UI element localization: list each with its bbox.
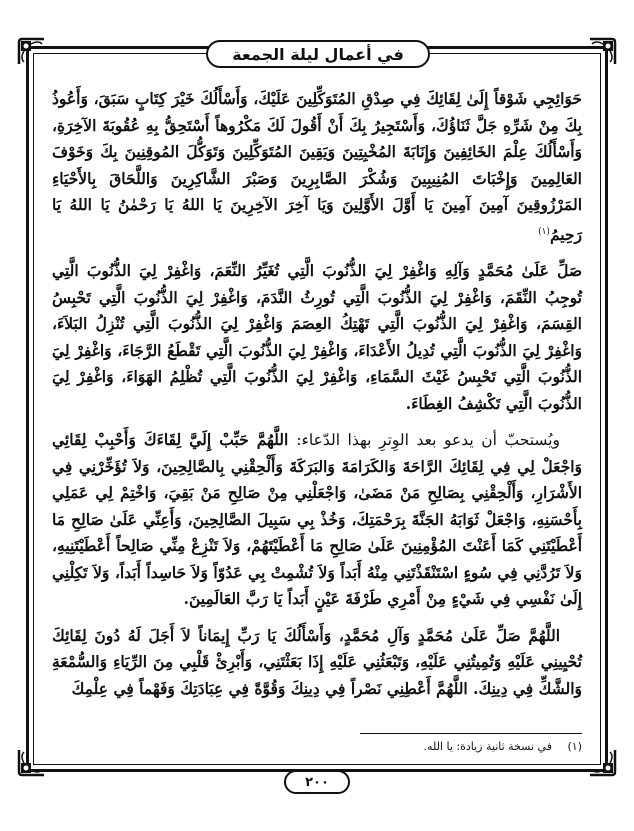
prayer-paragraph bbox=[52, 623, 582, 703]
prayer-paragraph bbox=[52, 258, 582, 417]
paragraph-text: اللَّهُمَّ حَبِّبْ إِلَيَّ لِقَاءَكَ وَأَحْبِبْ لِقَائِي وَاجْعَلْ لِي فِي لِقَائِكَ الرَّاحَةَ وَالكَرَامَةَ وَالبَرَكَةَ وَأَلْحِقْنِي بِالصَّالِحِينَ، وَلاَ تُؤَخِّرْنِي فِي الأَشْرَارِ، وَأَلْحِقْنِي بِصَالِحِ مَنْ مَضَىٰ، وَاجْعَلْنِي مِنْ صَالِحِ مَنْ بَقِيَ، وَاخْتِمْ لِي عَمَلِي بِأَحْسَنِهِ، وَاجْعَلْ ثَوَابَهُ الجَنَّةَ بِرَحْمَتِكَ، وَخُذْ بِي سَبِيلَ الصَّالِحِينَ، وَأَعِنِّي عَلَىٰ صَالِحِ مَا أَعْطَيْتَنِي كَمَا أَعَنْتَ المُؤْمِنِينَ عَلَىٰ صَالِحِ مَا أَعْطَيْتَهُمْ، وَلاَ تَنْزِعْ مِنِّي صَالِحاً أَعْطَيْتَنِيهِ، وَلاَ تَرُدَّنِي فِي سُوءٍ اسْتَنْقَذْتَنِي مِنْهُ أَبَداً وَلاَ تُشْمِتْ بِي عَدُوّاً وَلاَ حَاسِداً أَبَداً، وَلاَ تَكِلْنِي إِلَىٰ نَفْسِي فِي شَيْءٍ مِنْ أَمْرِي طَرْفَةَ عَيْنٍ أَبَداً يَا رَبَّ العَالَمِينَ. bbox=[52, 430, 582, 609]
page-number: ٢٠٠ bbox=[305, 774, 329, 790]
footnote-text: في نسخة ثانية زيادة: يا الله. bbox=[423, 740, 552, 753]
prayer-paragraph bbox=[52, 86, 582, 248]
footnote-divider bbox=[360, 733, 582, 734]
footnote-number: (١) bbox=[567, 740, 582, 753]
page-body bbox=[52, 86, 582, 712]
corner-ornament-icon bbox=[16, 748, 46, 778]
paragraph-text: حَوَائِجِي شَوْقاً إِلَىٰ لِقَائِكَ فِي صِدْقِ المُتَوَكِّلِينَ عَلَيْكَ، وَأَسْأَلُكَ خَيْرَ كِتَابٍ سَبَقَ، وَأَعُوذُ بِكَ مِنْ شَرِّهِ جَلَّ ثَنَاؤُكَ، وَأَسْتَجِيرُ بِكَ أَنْ أَقُولَ لَكَ مَكْرُوهاً أَسْتَحِقُّ بِهِ عُقُوبَةَ الآخِرَةِ، وَأَسْأَلُكَ عِلْمَ الخَائِفِينَ وَإِنَابَةَ المُخْبِتِينَ وَيَقِينَ المُتَوَكِّلِينَ وَتَوَكُّلَ المُوقِنِينَ بِكَ وَخَوْفَ العَالِمِينَ وَإِخْبَاتَ المُنِيبِينَ وَشُكْرَ الصَّابِرِينَ وَصَبْرَ الشَّاكِرِينَ وَاللَّحَاقَ بِالأَحْيَاءِ المَرْزُوقِينَ آمِينَ آمِينَ يَا أَوَّلَ الأَوَّلِينَ وَيَا آخِرَ الآخِرِينَ يَا اللهُ يَا رَحْمٰنُ يَا اللهُ يَا رَحِيمُ bbox=[52, 89, 582, 244]
chapter-title: في أعمال ليلة الجمعة bbox=[232, 44, 404, 64]
paragraph-text: اللَّهُمَّ صَلِّ عَلَىٰ مُحَمَّدٍ وَآلِ مُحَمَّدٍ، وَأَسْأَلُكَ يَا رَبِّ إِيمَاناً لاَ أَجَلَ لَهُ دُونَ لِقَائِكَ تُحْيِينِي عَلَيْهِ وَتُمِيتُنِي عَلَيْهِ، وَتَبْعَثُنِي عَلَيْهِ إِذَا بَعَثْتَنِي، وَأَبْرِئْ قَلْبِي مِنَ الرِّيَاءِ وَالسُّمْعَةِ وَالشَّكِّ فِي دِينِكَ. اللَّهُمَّ أَعْطِنِي نَصْراً فِي دِينِكَ وَقُوَّةً فِي عِبَادَتِكَ وَفَهْماً فِي عِلْمِكَ bbox=[52, 625, 582, 698]
corner-ornament-icon bbox=[16, 36, 46, 66]
page-number-badge bbox=[284, 770, 350, 794]
chapter-header bbox=[206, 40, 430, 68]
prayer-paragraph bbox=[52, 427, 582, 613]
corner-ornament-icon bbox=[588, 36, 618, 66]
footnote bbox=[282, 740, 582, 753]
corner-ornament-icon bbox=[588, 748, 618, 778]
paragraph-intro: ويُستحبّ أن يدعو بعد الوِترِ بهذا الدّعاء: bbox=[296, 431, 560, 450]
paragraph-text: صَلِّ عَلَىٰ مُحَمَّدٍ وَآلِهِ وَاغْفِرْ لِيَ الذُّنُوبَ الَّتِي تُغَيِّرُ النِّعَمَ، وَاغْفِرْ لِيَ الذُّنُوبَ الَّتِي تُوجِبُ النِّقَمَ، وَاغْفِرْ لِيَ الذُّنُوبَ الَّتِي تُورِثُ النَّدَمَ، وَاغْفِرْ لِيَ الذُّنُوبَ الَّتِي تَحْبِسُ القِسَمَ، وَاغْفِرْ لِيَ الذُّنُوبَ الَّتِي تَهْتِكُ العِصَمَ وَاغْفِرْ لِيَ الذُّنُوبَ الَّتِي تُنْزِلُ البَلاَءَ، وَاغْفِرْ لِيَ الذُّنُوبَ الَّتِي تُدِيلُ الأَعْدَاءَ، وَاغْفِرْ لِيَ الذُّنُوبَ الَّتِي تَقْطَعُ الرَّجَاءَ، وَاغْفِرْ لِيَ الذُّنُوبَ الَّتِي تَحْبِسُ غَيْثَ السَّمَاءِ، وَاغْفِرْ لِيَ الذُّنُوبَ الَّتِي تُظْلِمُ الهَوَاءَ، وَاغْفِرْ لِيَ الذُّنُوبَ الَّتِي تَكْشِفُ الغِطَاءَ. bbox=[52, 261, 582, 413]
footnote-reference[interactable]: (١) bbox=[538, 226, 550, 237]
